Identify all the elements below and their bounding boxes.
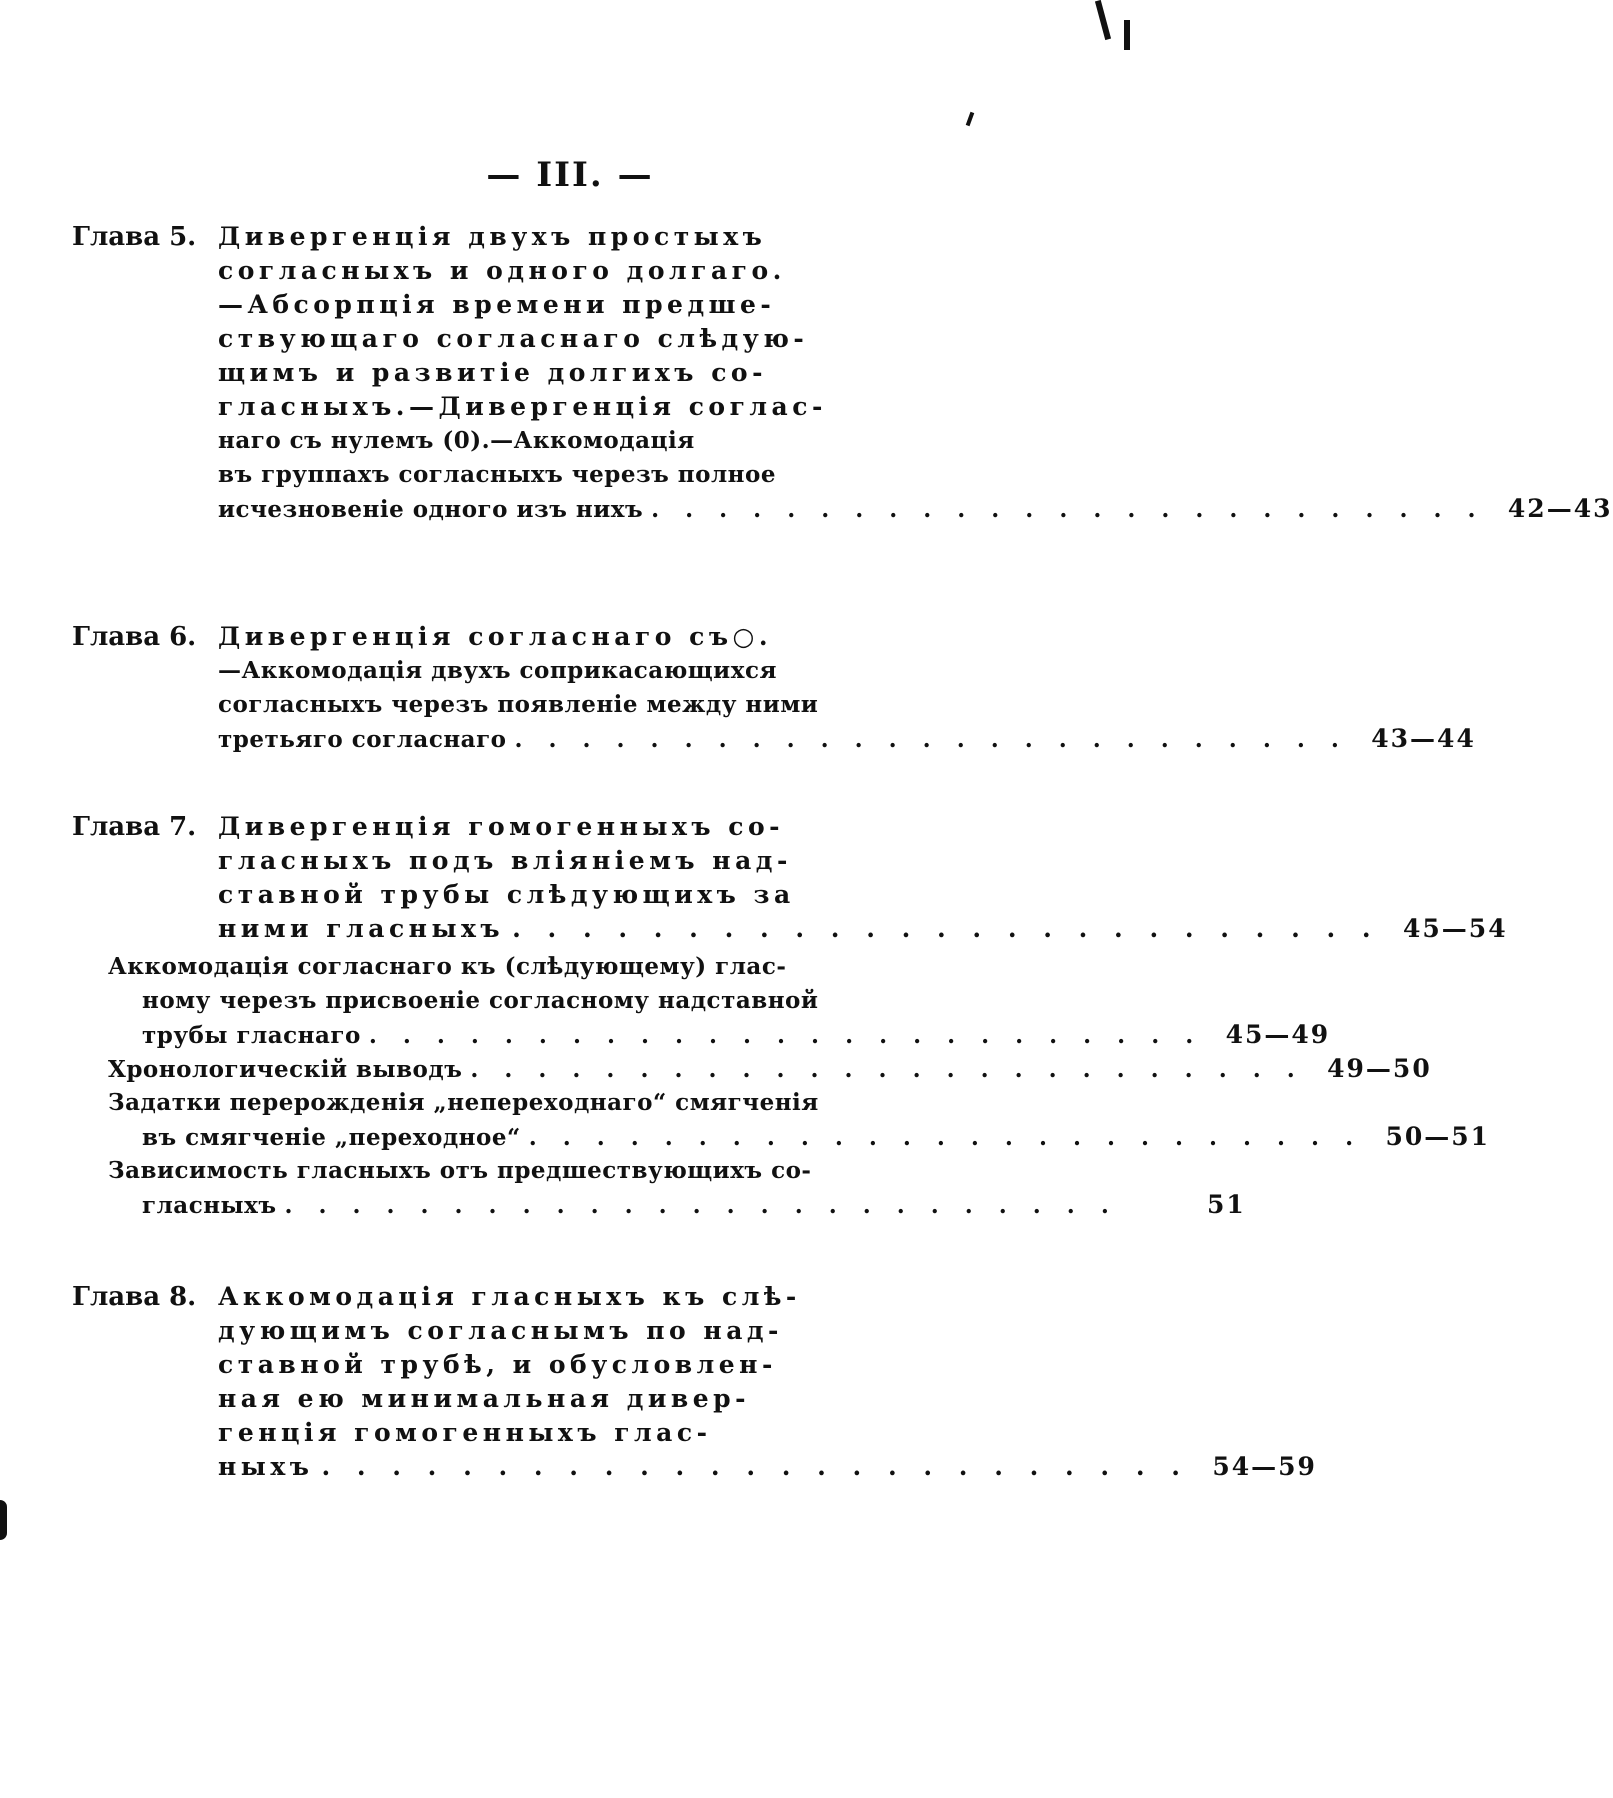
toc-entry-text: трубы гласнаго [142, 1022, 361, 1049]
scan-mark [1124, 20, 1130, 50]
chapter-line: гласныхъ.—Дивергенція соглас- [218, 392, 827, 421]
chapter-body [218, 620, 1476, 756]
dot-leader: . . . . . . . . . . . . . . . . . . . . . . . . . [368, 1022, 1203, 1049]
chapter-line: въ группахъ согласныхъ черезъ полное [218, 461, 776, 488]
toc-entry-line [218, 912, 1508, 946]
toc-entry-line [218, 722, 1476, 756]
chapter-6 [72, 620, 1476, 756]
section-line: Зависимость гласныхъ отъ предшествующихъ со- [108, 1157, 812, 1184]
section-line: ному черезъ присвоеніе согласному надставной [142, 987, 819, 1014]
chapter-line: —Аккомодація двухъ соприкасающихся [218, 657, 777, 684]
chapter-line: гласныхъ подъ вліяніемъ над- [218, 846, 792, 875]
chapter-line: Аккомодація гласныхъ къ слѣ- [218, 1282, 801, 1311]
chapter-line: генція гомогенныхъ глас- [218, 1418, 712, 1447]
page-header: — III. — [486, 155, 654, 195]
chapter-label: Глава 7. [72, 812, 197, 842]
page-range: 43—44 [1371, 724, 1476, 753]
chapter-label: Глава 6. [72, 622, 197, 652]
chapter-line: Дивергенція гомогенныхъ со- [218, 812, 785, 841]
chapter-label: Глава 8. [72, 1282, 197, 1312]
section-line: Аккомодація согласнаго къ (слѣдующему) глас- [108, 953, 787, 980]
dot-leader: . . . . . . . . . . . . . . . . . . . . . . . . . [284, 1192, 1118, 1219]
chapter-7 [72, 810, 1508, 1222]
chapter-line: ставной трубы слѣдующихъ за [218, 880, 795, 909]
chapter-line: ная ею минимальная дивер- [218, 1384, 751, 1413]
toc-entry-line [108, 1120, 1491, 1154]
toc-entry-text: въ смягченіе „переходное“ [142, 1124, 521, 1151]
page-range: 54—59 [1212, 1452, 1317, 1481]
chapter-line: ствующаго согласнаго слѣдую- [218, 324, 809, 353]
dot-leader: . . . . . . . . . . . . . . . . . . . . . . . . . [514, 726, 1348, 753]
toc-entry-text: исчезновеніе одного изъ нихъ [218, 496, 644, 523]
scan-mark [966, 112, 975, 127]
chapter-8 [72, 1280, 1317, 1484]
chapter-body [218, 1280, 1317, 1484]
dot-leader: . . . . . . . . . . . . . . . . . . . . . . . . . [528, 1124, 1363, 1151]
chapter-label: Глава 5. [72, 222, 197, 252]
dot-leader: . . . . . . . . . . . . . . . . . . . . . . . . . [512, 914, 1380, 943]
chapter-line: согласныхъ черезъ появленіе между ними [218, 691, 819, 718]
chapter-5 [72, 220, 1613, 526]
chapter-line: наго съ нулемъ (0).—Аккомодація [218, 427, 695, 454]
chapter-line: Дивергенція двухъ простыхъ [218, 222, 767, 251]
chapter-line: ставной трубѣ, и обусловлен- [218, 1350, 777, 1379]
page-range: 45—54 [1403, 914, 1508, 943]
chapter-body [218, 220, 1613, 526]
dot-leader: . . . . . . . . . . . . . . . . . . . . . . . . . [651, 496, 1485, 523]
scan-mark [0, 1500, 7, 1540]
toc-entry-line [108, 1018, 1331, 1052]
toc-entry-line [218, 1450, 1317, 1484]
dot-leader: . . . . . . . . . . . . . . . . . . . . . . . . . [470, 1056, 1304, 1083]
page-range: 50—51 [1385, 1122, 1491, 1151]
toc-entry-text: третьяго согласнаго [218, 726, 507, 753]
section-line: Задатки перерожденія „непереходнаго“ смягченія [108, 1089, 819, 1116]
toc-entry-line [108, 1188, 1246, 1222]
toc-section [108, 950, 1491, 1222]
chapter-line: дующимъ согласнымъ по над- [218, 1316, 783, 1345]
chapter-line: согласныхъ и одного долгаго. [218, 256, 786, 285]
chapter-line: —Абсорпція времени предше- [218, 290, 776, 319]
toc-entry-line [108, 1052, 1432, 1086]
page-range: 42—43 [1507, 494, 1613, 523]
scan-mark [1095, 0, 1111, 40]
page-range: 49—50 [1327, 1054, 1432, 1083]
dot-leader: . . . . . . . . . . . . . . . . . . . . . . . . . [321, 1452, 1189, 1481]
chapter-line: Дивергенція согласнаго съ○. [218, 622, 773, 651]
toc-entry-text: гласныхъ [142, 1192, 277, 1219]
page-range: 45—49 [1225, 1020, 1331, 1049]
toc-entry-text: Хронологическій выводъ [108, 1056, 463, 1083]
toc-entry-line [218, 492, 1613, 526]
page-range: 51 [1207, 1190, 1246, 1219]
chapter-line: щимъ и развитіе долгихъ со- [218, 358, 767, 387]
toc-entry-text: ныхъ [218, 1452, 314, 1481]
toc-entry-text: ними гласныхъ [218, 914, 505, 943]
